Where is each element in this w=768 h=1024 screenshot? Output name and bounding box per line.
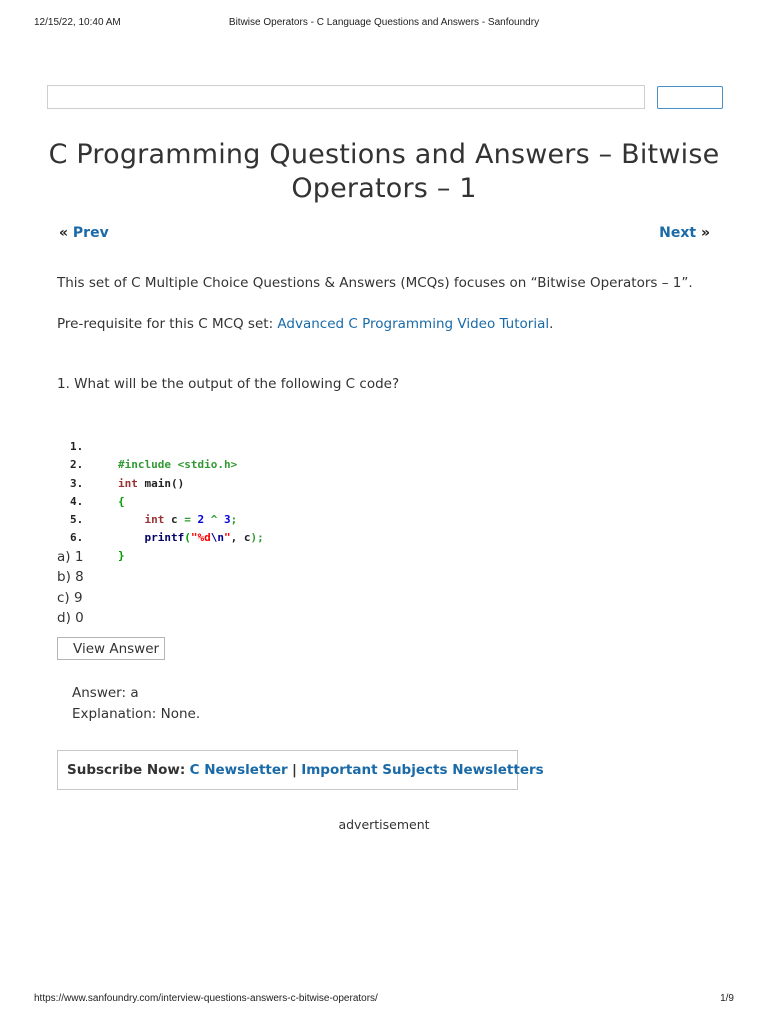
code-printf-close: ); [250, 531, 264, 545]
search-input[interactable] [47, 85, 645, 109]
option-c: c) 9 [57, 589, 83, 606]
option-a: a) 1 [57, 549, 84, 565]
code-format: %d [197, 531, 211, 545]
code-quote-open: " [190, 531, 198, 545]
code-decl-var: c [164, 512, 185, 526]
prev-marker: « [59, 225, 69, 241]
search-button[interactable] [657, 86, 723, 109]
line-number: 6. [70, 531, 84, 545]
next-link[interactable]: Next [659, 225, 697, 241]
option-d: d) 0 [57, 609, 84, 626]
view-answer-button[interactable]: View Answer [57, 637, 165, 660]
print-footer [0, 993, 768, 1007]
subscribe-separator: | [291, 762, 297, 778]
subscribe-box [57, 750, 544, 790]
print-header [0, 17, 768, 31]
c-newsletter-link[interactable]: C Newsletter [189, 762, 288, 778]
answer-options [57, 547, 84, 628]
code-decl-b: 3 [217, 512, 231, 526]
prereq-period: . [549, 316, 554, 332]
code-decl-op: ^ [210, 512, 218, 526]
line-number: 5. [70, 512, 84, 526]
subjects-newsletter-link[interactable]: Important Subjects Newsletters [301, 762, 544, 778]
advertisement-label: advertisement [338, 817, 430, 832]
explanation-line: Explanation: None. [72, 705, 201, 722]
print-datetime: 12/15/22, 10:40 AM [34, 17, 121, 28]
next-marker: » [700, 225, 710, 241]
print-url: https://www.sanfoundry.com/interview-questions-answers-c-bitwise-operators/ [34, 993, 378, 1004]
code-escape: \n [210, 531, 224, 545]
code-decl-type: int [144, 512, 165, 526]
prereq-text: Pre-requisite for this C MCQ set: [57, 316, 278, 332]
code-indent [118, 531, 145, 544]
subscribe-label: Subscribe Now: [67, 762, 186, 778]
code-open-brace: { [118, 494, 125, 508]
answer-panel [72, 683, 200, 724]
code-decl-eq: = [184, 512, 191, 526]
code-decl-semi: ; [230, 512, 238, 526]
code-printf-open: ( [184, 531, 191, 545]
line-number: 3. [70, 476, 84, 490]
prerequisite [57, 315, 737, 333]
code-quote-close: " [224, 531, 231, 545]
nav-next [659, 225, 710, 241]
code-include: #include <stdio.h> [118, 458, 238, 472]
video-tutorial-link[interactable]: Advanced C Programming Video Tutorial [277, 316, 550, 332]
print-page-title: Bitwise Operators - C Language Questions and Answers - Sanfoundry [228, 17, 540, 28]
code-printf-args: , c [230, 531, 251, 545]
intro-text: This set of C Multiple Choice Questions & Answers (MCQs) focuses on “Bitwise Operators – 1”. [57, 275, 693, 291]
prev-link[interactable]: Prev [72, 225, 109, 241]
code-printf: printf [144, 531, 185, 545]
code-decl-a: 2 [190, 512, 211, 526]
code-line [57, 475, 617, 526]
nav-prev [59, 225, 109, 241]
code-int-keyword: int [118, 476, 138, 490]
question-text: 1. What will be the output of the following C code? [57, 376, 400, 392]
code-main: main() [137, 476, 185, 490]
code-line [57, 493, 617, 545]
line-number: 4. [70, 494, 84, 508]
line-number: 2. [70, 458, 84, 472]
answer-line: Answer: a [72, 685, 139, 701]
code-line [57, 420, 617, 472]
print-page-number: 1/9 [720, 993, 734, 1004]
option-b: b) 8 [57, 569, 84, 586]
code-close-brace: } [118, 549, 125, 563]
line-number: 1. [70, 440, 84, 454]
page-title: C Programming Questions and Answers – Bitwise Operators – 1 [48, 139, 720, 204]
